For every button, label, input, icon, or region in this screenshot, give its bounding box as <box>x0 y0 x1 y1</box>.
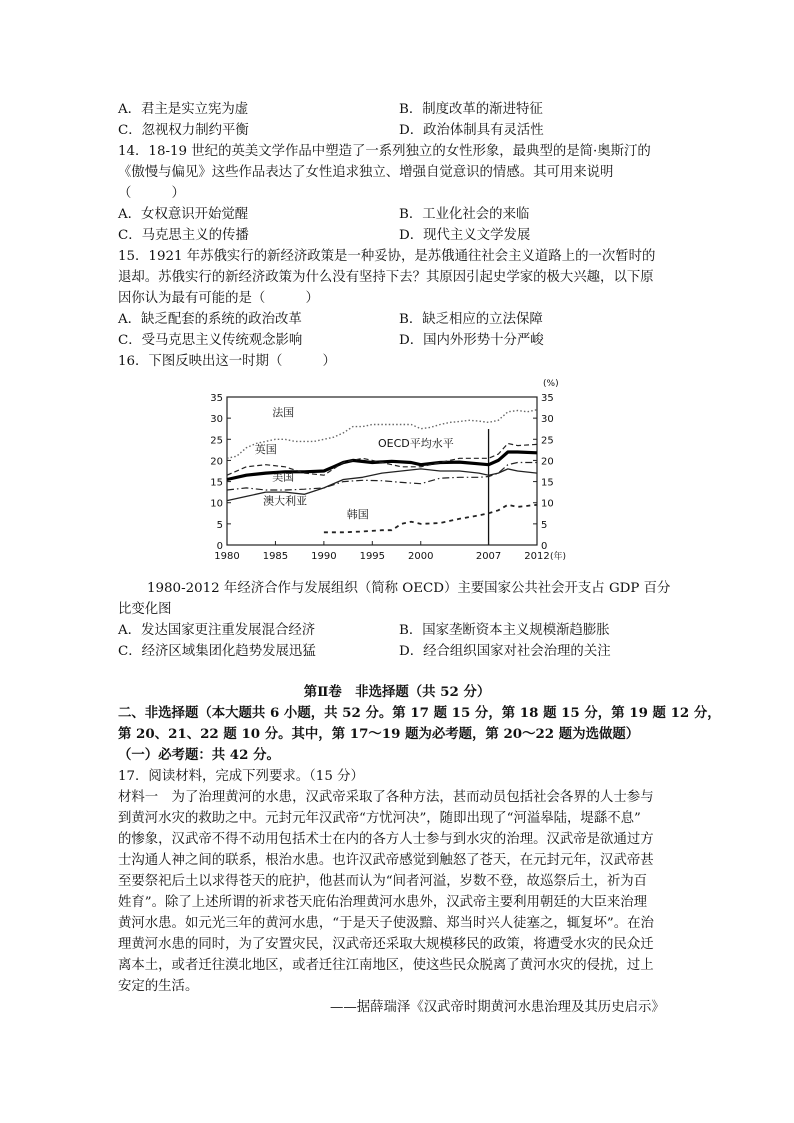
q14-option-d: D．现代主义文学发展 <box>399 228 531 243</box>
y-tick-label-left: 25 <box>210 435 223 447</box>
y-tick-label-right: 35 <box>541 393 554 404</box>
series-label-uk: 英国 <box>254 442 277 456</box>
q13-option-d: D．政治体制具有灵活性 <box>399 123 544 138</box>
y-tick-label-left: 15 <box>210 477 223 489</box>
x-tick-label: 2007 <box>475 551 502 562</box>
q14-option-a: A．女权意识开始觉醒 <box>118 207 249 222</box>
y-tick-label-right: 30 <box>541 414 554 426</box>
q17-material-line2: 到黄河水灾的救助之中。元封元年汉武帝“方忧河决”，随即出现了“河溢皋陆，堤繇不息” <box>118 811 641 826</box>
y-tick-label-left: 10 <box>210 498 223 510</box>
q16-option-a: A．发达国家更注重发展混合经济 <box>118 623 316 638</box>
y-tick-label-left: 20 <box>210 456 223 468</box>
series-label-oecd-average: OECD平均水平 <box>378 436 454 450</box>
y-tick-label-right: 15 <box>541 477 554 489</box>
q17-intro: 17．阅读材料，完成下列要求。（15 分） <box>118 769 364 784</box>
q15-stem-line1: 15．1921 年苏俄实行的新经济政策是一种妥协，是苏俄通往社会主义道路上的一次暂时的 <box>118 249 656 264</box>
q17-material-line9: 离本土，或者迁往漠北地区，或者迁往江南地区，使这些民众脱离了黄河水灾的侵扰，过上 <box>118 958 654 973</box>
q17-material-line5: 至要祭祀后土以求得苍天的庇护，他甚而认为“间者河溢，岁数不登，故巡祭后土，祈为百 <box>118 874 648 889</box>
q17-material-line7: 黄河水患。如元光三年的黄河水患，“于是天子使汲黯、郑当时兴人徒塞之，辄复坏”。在治 <box>118 916 654 931</box>
q17-material-line3: 的惨象，汉武帝不得不动用包括术士在内的各方人士参与到水灾的治理。汉武帝是欲通过方 <box>118 832 654 847</box>
y-tick-label-left: 30 <box>210 414 223 426</box>
q14-option-c: C．马克思主义的传播 <box>118 228 249 243</box>
section-intro-line1: 二、非选择题（本大题共 6 小题，共 52 分。第 17 题 15 分，第 18 题 15 分，第 19 题 12 分， <box>118 705 721 721</box>
q13-option-b: B．制度改革的渐进特征 <box>399 102 543 117</box>
q16-option-c: C．经济区域集团化趋势发展迅猛 <box>118 644 316 659</box>
y-tick-label-right: 25 <box>541 435 554 447</box>
q15-stem-line3: 因你认为最有可能的是（ ） <box>118 291 319 306</box>
x-unit-label: (年) <box>550 552 567 562</box>
q15-option-c: C．受马克思主义传统观念影响 <box>118 333 303 348</box>
q15-option-b: B．缺乏相应的立法保障 <box>399 312 543 327</box>
required-heading: （一）必考题：共 42 分。 <box>118 747 280 763</box>
y-unit-label: (%) <box>543 379 559 389</box>
series-label-usa: 美国 <box>272 470 295 484</box>
y-tick-label-right: 20 <box>541 456 554 468</box>
q17-material-line10: 安定的生活。 <box>118 979 199 994</box>
x-tick-label: 2000 <box>408 551 434 562</box>
y-tick-label-right: 10 <box>541 498 554 510</box>
q13-option-c: C．忽视权力制约平衡 <box>118 123 249 138</box>
q14-option-b: B．工业化社会的来临 <box>399 207 530 222</box>
y-tick-label-right: 5 <box>541 519 548 531</box>
q15-option-a: A．缺乏配套的系统的政治改革 <box>118 312 302 327</box>
series-label-australia: 澳大利亚 <box>263 494 308 508</box>
chart-caption-line2: 比变化图 <box>118 602 172 617</box>
q14-stem-line2: 《傲慢与偏见》这些作品表达了女性追求独立、增强自觉意识的情感。其可用来说明 <box>118 165 614 180</box>
q15-option-d: D．国内外形势十分严峻 <box>399 333 544 348</box>
series-label-france: 法国 <box>272 406 295 420</box>
q17-source: ——据薛瑞泽《汉武帝时期黄河水患治理及其历史启示》 <box>330 1000 665 1015</box>
q16-stem: 16．下图反映出这一时期（ ） <box>118 354 336 369</box>
q17-material-line1: 材料一 为了治理黄河的水患，汉武帝采取了各种方法，甚而动员包括社会各界的人士参与 <box>118 790 654 805</box>
y-tick-label-right: 0 <box>541 541 548 552</box>
q17-material-line4: 士沟通人神之间的联系，根治水患。也许汉武帝感觉到触怒了苍天，在元封元年，汉武帝甚 <box>118 853 654 868</box>
q14-stem-line1: 14．18-19 世纪的英美文学作品中塑造了一系列独立的女性形象，最典型的是简·奥斯汀的 <box>118 144 651 159</box>
y-tick-label-left: 5 <box>216 519 223 531</box>
q16-option-d: D．经合组织国家对社会治理的关注 <box>399 644 611 659</box>
series-label-korea: 韩国 <box>346 507 369 521</box>
x-tick-label: 1985 <box>262 551 289 562</box>
q13-option-a: A．君主是实立宪为虚 <box>118 102 249 117</box>
x-tick-label: 2012 <box>524 551 550 562</box>
y-tick-label-left: 35 <box>210 393 223 404</box>
q17-material-line8: 理黄河水患的同时，为了安置灾民，汉武帝还采取大规模移民的政策，将遭受水灾的民众迁 <box>118 937 654 952</box>
x-tick-label: 1980 <box>214 551 240 562</box>
part2-heading: 第Ⅱ卷 非选择题（共 52 分） <box>303 684 491 700</box>
y-tick-label-left: 0 <box>216 541 223 552</box>
x-tick-label: 1995 <box>359 551 386 562</box>
q14-stem-line3: （ ） <box>118 186 185 201</box>
q17-material-line6: 姓育”。除了上述所谓的祈求苍天庇佑治理黄河水患外，汉武帝主要利用朝廷的大臣来治理 <box>118 895 648 910</box>
x-tick-label: 1990 <box>311 551 337 562</box>
q16-option-b: B．国家垄断资本主义规模渐趋膨胀 <box>399 623 610 638</box>
section-intro-line2: 第 20、21、22 题 10 分。其中，第 17～19 题为必考题，第 20～22 题为选做题） <box>118 726 640 742</box>
oecd-social-spending-chart <box>205 372 585 568</box>
q15-stem-line2: 退却。苏俄实行的新经济政策为什么没有坚持下去？其原因引起史学家的极大兴趣，以下原 <box>118 270 654 285</box>
chart-caption-line1: 1980-2012 年经济合作与发展组织（简称 OECD）主要国家公共社会开支占 GDP 百分 <box>147 581 671 596</box>
